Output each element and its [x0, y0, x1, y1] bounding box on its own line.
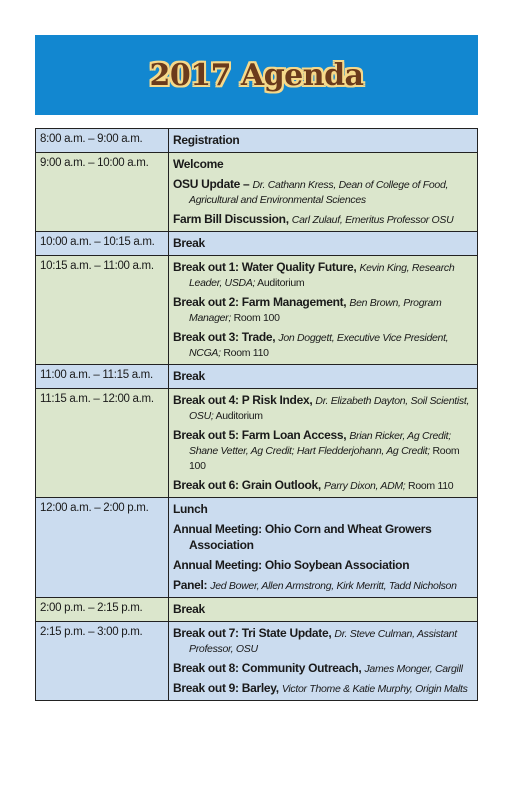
time-slot: 11:00 a.m. – 11:15 a.m.: [36, 365, 169, 389]
session-entry: [173, 558, 473, 574]
session-entry: [173, 428, 473, 474]
session-speaker: Brian Ricker, Ag Credit; Shane Vetter, Ag Credit; Hart Fledderjohann, Ag Credit;: [189, 430, 451, 457]
session-title: Welcome: [173, 157, 224, 171]
session-entry: [173, 369, 473, 385]
session-title: Panel:: [173, 578, 211, 592]
agenda-body: [36, 129, 478, 701]
session-title: Lunch: [173, 502, 208, 516]
session-entry: [173, 681, 473, 697]
session-cell: [169, 365, 478, 389]
session-speaker: Dr. Steve Culman, Assistant Professor, OSU: [189, 628, 457, 655]
session-speaker: Jon Doggett, Executive Vice President, NCGA;: [189, 332, 449, 359]
session-title: Break out 9: Barley,: [173, 681, 282, 695]
page-title: 2017 Agenda: [149, 57, 364, 93]
session-title: Farm Bill Discussion,: [173, 212, 292, 226]
agenda-row: [36, 365, 478, 389]
session-speaker: Parry Dixon, ADM;: [323, 480, 406, 492]
session-title: Break out 1: Water Quality Future,: [173, 260, 360, 274]
session-title: Break: [173, 236, 205, 250]
session-room: Auditorium: [255, 277, 305, 289]
agenda-row: [36, 129, 478, 153]
time-slot: 2:00 p.m. – 2:15 p.m.: [36, 598, 169, 622]
session-room: Room 110: [220, 347, 269, 359]
session-speaker: Victor Thome & Katie Murphy, Origin Malts: [281, 683, 468, 695]
agenda-row: [36, 622, 478, 701]
session-title: Break out 6: Grain Outlook,: [173, 478, 324, 492]
session-entry: [173, 330, 473, 361]
agenda-table: [35, 128, 478, 701]
session-entry: [173, 295, 473, 326]
session-entry: [173, 236, 473, 252]
session-speaker: Kevin King, Research Leader, USDA;: [189, 262, 455, 289]
session-entry: [173, 260, 473, 291]
session-cell: [169, 232, 478, 256]
session-title: Break: [173, 602, 205, 616]
session-title: Break out 2: Farm Management,: [173, 295, 350, 309]
session-room: Room 110: [405, 480, 454, 492]
session-entry: [173, 522, 473, 554]
title-banner: [35, 35, 478, 115]
session-speaker: Jed Bower, Allen Armstrong, Kirk Merritt, Tadd Nicholson: [210, 580, 457, 592]
session-entry: [173, 393, 473, 424]
session-cell: [169, 129, 478, 153]
session-title: Annual Meeting: Ohio Corn and Wheat Growers Association: [173, 522, 432, 552]
session-title: Registration: [173, 133, 240, 147]
time-slot: 12:00 a.m. – 2:00 p.m.: [36, 498, 169, 598]
session-title: Break out 4: P Risk Index,: [173, 393, 316, 407]
session-entry: [173, 157, 473, 173]
session-speaker: Carl Zulauf, Emeritus Professor OSU: [291, 214, 454, 226]
session-entry: [173, 602, 473, 618]
session-title: Break out 7: Tri State Update,: [173, 626, 335, 640]
session-title: Annual Meeting: Ohio Soybean Association: [173, 558, 410, 572]
session-cell: [169, 598, 478, 622]
agenda-row: [36, 256, 478, 365]
session-speaker: Dr. Elizabeth Dayton, Soil Scientist, OSU;: [189, 395, 470, 422]
session-cell: [169, 389, 478, 498]
time-slot: 10:15 a.m. – 11:00 a.m.: [36, 256, 169, 365]
time-slot: 9:00 a.m. – 10:00 a.m.: [36, 153, 169, 232]
agenda-row: [36, 153, 478, 232]
session-room: Auditorium: [213, 410, 263, 422]
session-entry: [173, 478, 473, 494]
session-cell: [169, 153, 478, 232]
session-entry: [173, 502, 473, 518]
session-speaker: James Monger, Cargill: [364, 663, 463, 675]
session-entry: [173, 177, 473, 208]
session-cell: [169, 498, 478, 598]
time-slot: 11:15 a.m. – 12:00 a.m.: [36, 389, 169, 498]
session-title: OSU Update –: [173, 177, 253, 191]
time-slot: 10:00 a.m. – 10:15 a.m.: [36, 232, 169, 256]
session-speaker: Dr. Cathann Kress, Dean of College of Food, Agricultural and Environmental Sciences: [189, 179, 449, 206]
session-entry: [173, 133, 473, 149]
time-slot: 8:00 a.m. – 9:00 a.m.: [36, 129, 169, 153]
session-entry: [173, 626, 473, 657]
session-entry: [173, 212, 473, 228]
session-cell: [169, 622, 478, 701]
session-room: Room 100: [230, 312, 280, 324]
session-entry: [173, 578, 473, 594]
agenda-row: [36, 232, 478, 256]
session-speaker: Ben Brown, Program Manager;: [189, 297, 442, 324]
session-entry: [173, 661, 473, 677]
session-title: Break: [173, 369, 205, 383]
time-slot: 2:15 p.m. – 3:00 p.m.: [36, 622, 169, 701]
agenda-row: [36, 498, 478, 598]
session-room: Room 100: [189, 445, 460, 472]
agenda-row: [36, 598, 478, 622]
agenda-row: [36, 389, 478, 498]
session-cell: [169, 256, 478, 365]
session-title: Break out 8: Community Outreach,: [173, 661, 365, 675]
session-title: Break out 5: Farm Loan Access,: [173, 428, 350, 442]
session-title: Break out 3: Trade,: [173, 330, 279, 344]
